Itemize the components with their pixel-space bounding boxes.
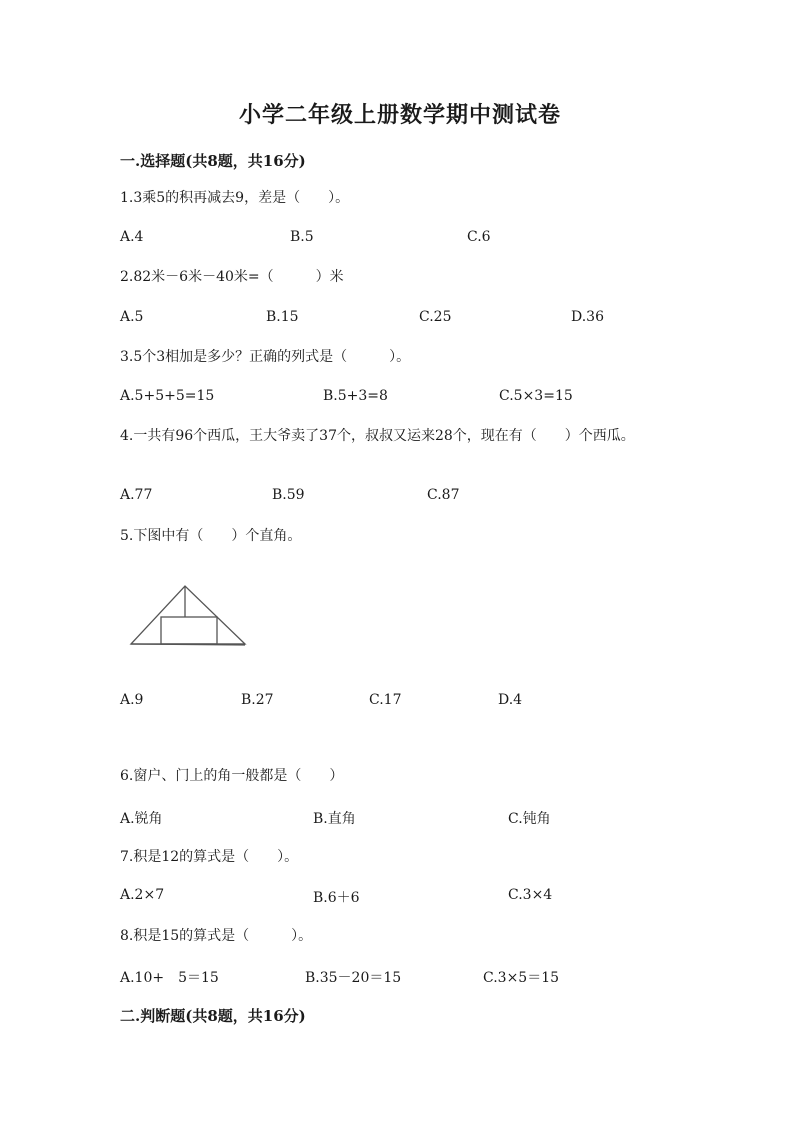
question-5-option-d[interactable]: D.4 (498, 692, 523, 708)
question-2-option-a[interactable]: A.5 (120, 309, 144, 325)
question-5-option-b[interactable]: B.27 (241, 692, 274, 708)
question-3-option-a[interactable]: A.5+5+5=15 (120, 388, 215, 404)
question-4-option-a[interactable]: A.77 (120, 487, 153, 503)
question-8-option-b[interactable]: B.35－20＝15 (305, 970, 402, 986)
question-4: 4.一共有96个西瓜，王大爷卖了37个，叔叔又运来28个，现在有（ ）个西瓜。 (120, 428, 635, 444)
question-6-option-b[interactable]: B.直角 (313, 811, 356, 827)
question-7-option-c[interactable]: C.3×4 (508, 887, 553, 903)
question-4-option-c[interactable]: C.87 (427, 487, 460, 503)
question-2-option-d[interactable]: D.36 (571, 309, 604, 325)
question-1-option-a[interactable]: A.4 (120, 229, 144, 245)
question-5: 5.下图中有（ ）个直角。 (120, 528, 302, 544)
question-3-option-b[interactable]: B.5+3=8 (323, 388, 388, 404)
section-heading-judgement: 二.判断题(共8题，共16分) (120, 1007, 306, 1025)
question-5-option-c[interactable]: C.17 (369, 692, 402, 708)
question-6-option-c[interactable]: C.钝角 (508, 811, 551, 827)
question-7: 7.积是12的算式是（ ）。 (120, 849, 299, 865)
question-2: 2.82米－6米－40米=（ ）米 (120, 269, 344, 285)
question-7-option-b[interactable]: B.6＋6 (313, 890, 360, 906)
page-title: 小学二年级上册数学期中测试卷 (238, 102, 561, 128)
question-1-option-c[interactable]: C.6 (467, 229, 491, 245)
question-2-option-c[interactable]: C.25 (419, 309, 452, 325)
section-heading-choice: 一.选择题(共8题，共16分) (120, 152, 306, 170)
question-2-option-b[interactable]: B.15 (266, 309, 299, 325)
question-5-option-a[interactable]: A.9 (120, 692, 144, 708)
question-3: 3.5个3相加是多少？正确的列式是（ ）。 (120, 349, 411, 365)
question-1: 1.3乘5的积再减去9，差是（ ）。 (120, 190, 350, 206)
question-6-option-a[interactable]: A.锐角 (120, 811, 163, 827)
roof-figure (125, 580, 255, 655)
question-8-option-c[interactable]: C.3×5＝15 (483, 970, 560, 986)
question-8: 8.积是15的算式是（ ）。 (120, 928, 313, 944)
question-6: 6.窗户、门上的角一般都是（ ） (120, 768, 344, 784)
question-4-option-b[interactable]: B.59 (272, 487, 305, 503)
question-7-option-a[interactable]: A.2×7 (120, 887, 165, 903)
question-1-option-b[interactable]: B.5 (290, 229, 314, 245)
question-8-option-a[interactable]: A.10+ 5＝15 (120, 970, 219, 986)
question-3-option-c[interactable]: C.5×3=15 (499, 388, 573, 404)
